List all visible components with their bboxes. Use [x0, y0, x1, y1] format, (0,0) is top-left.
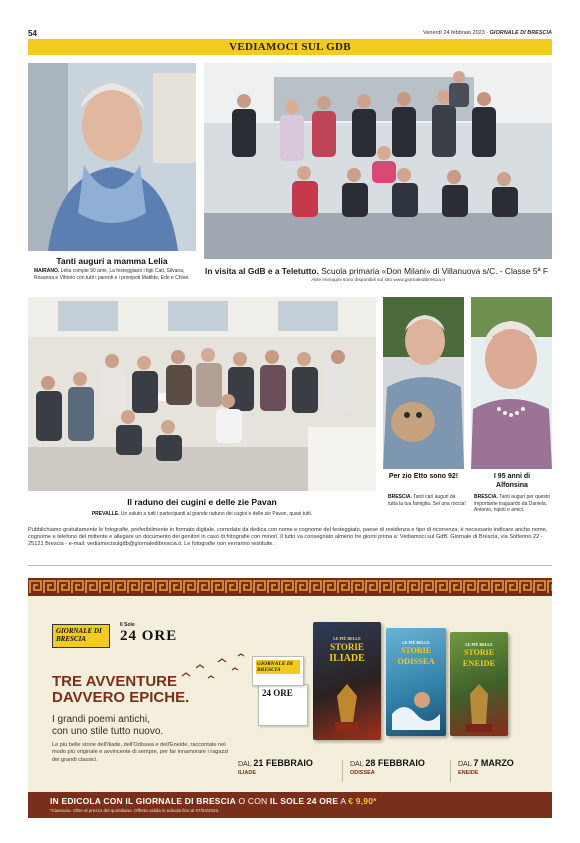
sole24ore-logo — [120, 622, 177, 645]
lelia-place: MAIRANO. — [34, 268, 60, 274]
date-separator: · — [484, 30, 490, 36]
section-divider — [28, 565, 552, 566]
etto-title: Per zio Etto sono 92! — [388, 473, 459, 480]
lelia-caption — [34, 268, 196, 281]
page-number: 54 — [28, 29, 37, 38]
footer-part-d: IL SOLE 24 ORE — [269, 796, 339, 806]
school-subtitle: Scuola primaria «Don Milani» di Villanuova s/C. - Classe 5ª F — [321, 266, 549, 276]
date-odissea-date: 28 FEBBRAIO — [365, 758, 425, 768]
date-iliade-prefix: DAL — [238, 761, 252, 768]
footer-price: € 9,90* — [348, 796, 377, 806]
date-separator-2 — [450, 760, 451, 782]
gdb-logo — [52, 624, 110, 648]
ad-subheadline-line2: con uno stile tutto nuovo. — [52, 725, 164, 737]
stack-gdb-title: GIORNALE DI BRESCIA — [256, 660, 300, 674]
footer-part-a: IN EDICOLA CON IL — [50, 796, 136, 806]
alfonsina-caption — [474, 494, 552, 514]
book-eneide-top: LE PIÙ BELLE — [465, 642, 493, 647]
photo-alfonsina — [471, 297, 552, 469]
photo-etto — [383, 297, 464, 469]
school-title: In visita al GdB e a Teletutto. — [205, 266, 319, 276]
book-eneide[interactable] — [450, 632, 508, 736]
date-odissea-name: ODISSEA — [350, 770, 375, 776]
footer-part-e: A — [338, 796, 349, 806]
pavan-place: PREVALLE. — [91, 511, 120, 517]
book-iliade[interactable] — [313, 622, 381, 740]
book-eneide-bottom: ENEIDE — [462, 658, 496, 668]
ad-headline — [52, 674, 189, 706]
ad-footer-offer — [50, 796, 377, 806]
book-iliade-top: LE PIÙ BELLE — [333, 636, 361, 641]
ad-headline-line1: TRE AVVENTURE — [52, 673, 178, 690]
date-eneide — [458, 758, 514, 776]
photo-pavan-reunion — [28, 297, 376, 491]
pavan-text: Un saluto a tutti i partecipanti al grande raduno dei cugini e delle zie Pavan, quasi tutti. — [120, 511, 313, 517]
book-iliade-mid: STORIE — [330, 642, 364, 652]
pavan-title: Il raduno dei cugini e delle zie Pavan — [127, 497, 277, 507]
book-odissea-mid: STORIE — [400, 646, 432, 655]
etto-text: Tanti cari auguri da tutta la tua famiglia. Sei una roccia! — [388, 494, 466, 507]
advertisement[interactable] — [28, 578, 552, 818]
date-iliade — [238, 758, 313, 776]
ad-subheadline — [52, 714, 163, 737]
etto-place: BRESCIA. — [388, 494, 412, 500]
photo-school-visit — [204, 63, 552, 259]
ad-greek-key-border — [28, 578, 552, 596]
book-odissea-top: LE PIÙ BELLE — [402, 640, 430, 645]
sole-logo-small: Il Sole — [120, 622, 135, 628]
page-date-line — [423, 30, 552, 36]
newspaper-stack — [252, 656, 308, 728]
school-note: Altre immagini sono disponibili sul sito www.giornaledibrescia.it — [311, 278, 445, 283]
submission-notice: Pubblichiamo gratuitamente le fotografie, preferibilmente in formato digitale, corredate da dedica con nome e cognome del festeggiato, paese di residenza e tipo di ricorrenza; è necessario indicare anche nome, cognome e telefono del mittente e allegare un documento dei genitori in caso di fotografie con minori. Il tutto va consegnato almeno tre giorni prima a: Vediamoci sul GdB, Giornale di Brescia, via Solferino 22 - 25121 Brescia - e-mail: vediamocisulgdb@giornaledibrescia.it. Le fotografie non verranno restituite. — [28, 527, 548, 548]
date-iliade-date: 21 FEBBRAIO — [253, 758, 313, 768]
date-eneide-date: 7 MARZO — [473, 758, 514, 768]
gdb-logo-text: GIORNALE DI BRESCIA — [56, 627, 102, 643]
newspaper-name: GIORNALE DI BRESCIA — [489, 30, 552, 36]
lelia-text: Lelia compie 90 anni. La festeggiano i figli Cati, Silvana, Rosanna e Vittorio con tutti i parenti e i pronipoti Matilde, Edo e Chloe. — [34, 268, 190, 281]
date-separator-1 — [342, 760, 343, 782]
sole-logo-main: 24 ORE — [120, 628, 178, 644]
lelia-title: Tanti auguri a mamma Lelia — [56, 256, 168, 266]
etto-caption — [388, 494, 466, 507]
date-iliade-name: ILIADE — [238, 770, 257, 776]
footer-part-b: GIORNALE DI BRESCIA — [135, 796, 236, 806]
section-banner: VEDIAMOCI SUL GDB — [28, 39, 552, 55]
date-eneide-prefix: DAL — [458, 761, 472, 768]
ad-footer-bar — [28, 792, 552, 818]
stack-sole-title: 24 ORE — [262, 688, 293, 698]
school-caption — [205, 266, 553, 276]
alfonsina-title: I 95 anni di Alfonsina — [493, 473, 531, 489]
book-odissea-bottom: ODISSEA — [397, 656, 435, 666]
date-eneide-name: ENEIDE — [458, 770, 479, 776]
page-date: Venerdì 24 febbraio 2023 — [422, 30, 485, 36]
footer-part-c: O CON — [235, 796, 270, 806]
pavan-caption — [28, 511, 376, 518]
photo-lelia — [28, 63, 196, 251]
ad-body-text: Le più belle storie dell'Iliade, dell'Odissea e dell'Eneide, raccontate nel modo più originale e avvincente di sempre, per far innamorare i ragazzi dei grandi classici. — [52, 742, 229, 763]
ad-headline-line2: DAVVERO EPICHE. — [52, 689, 190, 706]
ad-footer-note: *Ciascuno. Oltre al prezzo del quotidiano. Offerta valida in edicola fino al 07/04/2023. — [50, 808, 220, 813]
book-odissea[interactable] — [386, 628, 446, 736]
date-odissea-prefix: DAL — [350, 761, 364, 768]
alfonsina-text: Tanti auguri per questo importante traguardo da Daniela, Antonio, nipoti e amici. — [474, 494, 551, 513]
ad-subheadline-line1: I grandi poemi antichi, — [52, 714, 150, 725]
book-iliade-bottom: ILIADE — [329, 653, 365, 664]
date-odissea — [350, 758, 425, 776]
book-eneide-mid: STORIE — [463, 648, 495, 657]
alfonsina-place: BRESCIA. — [474, 494, 498, 500]
